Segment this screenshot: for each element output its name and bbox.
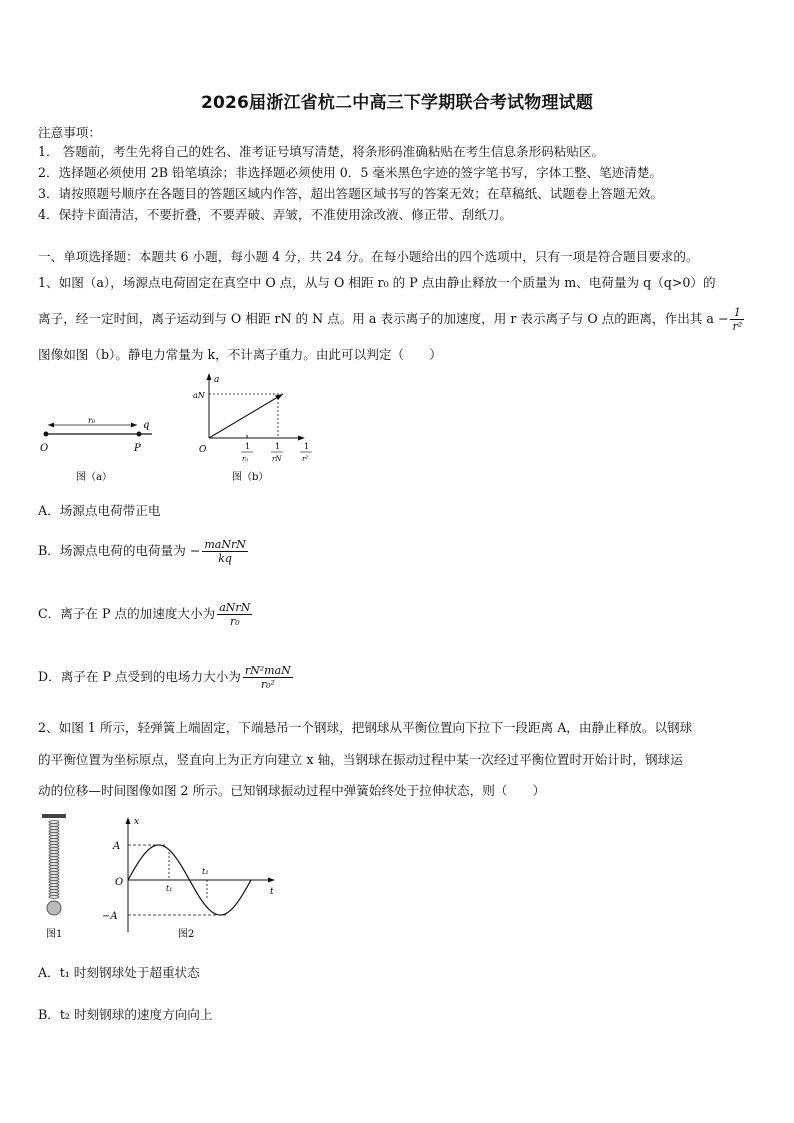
x-tick-3-den: r² [302, 455, 309, 463]
notice-item-2: 2．选择题必须使用 2B 铅笔填涂；非选择题必须使用 0．5 毫米黑色字迹的签字笔书写，字体工整、笔迹清楚。 [38, 165, 663, 180]
option-d-text: D．离子在 P 点受到的电场力大小为 [38, 669, 241, 684]
spring-coil [49, 821, 59, 824]
point-P [137, 432, 142, 437]
option-d-fraction [243, 664, 293, 691]
figure-b [190, 368, 325, 486]
data-line-arrow [275, 394, 283, 400]
frac-num: rN²maN [244, 664, 291, 677]
notice-heading: 注意事项： [38, 125, 101, 140]
frac-den: kq [218, 552, 232, 565]
option-b-fraction [202, 538, 248, 565]
q2-line-3: 动的位移—时间图像如图 2 所示。已知钢球振动过程中弹簧始终处于拉伸状态，则（ ） [38, 783, 546, 798]
spring-coil [49, 866, 59, 869]
q1-option-d [38, 664, 295, 691]
fig-b-caption: 图（b） [232, 472, 269, 483]
label-O: O [40, 443, 49, 454]
spring-coil [49, 872, 59, 875]
ceiling-support [42, 814, 66, 818]
spring-coil [49, 863, 59, 866]
steel-ball [47, 901, 61, 915]
notice-item-3: 3．请按照题号顺序在各题目的答题区域内作答，超出答题区域书写的答案无效；在草稿纸、试题卷上答题无效。 [38, 186, 664, 201]
graph-label-A: A [113, 841, 121, 852]
graph-x-label: t [270, 887, 274, 897]
x-axis-arrow [126, 817, 131, 824]
x-tick-2-den: rN [272, 455, 282, 463]
frac-num: aNrN [219, 601, 251, 614]
graph-label-t1: t₁ [166, 884, 173, 893]
frac-num: maNrN [204, 538, 246, 551]
point-O [44, 432, 49, 437]
fig-1-caption: 图1 [46, 929, 63, 940]
data-line [209, 394, 283, 438]
spring-coil [49, 860, 59, 863]
x-tick-1-num: 1 [245, 442, 251, 451]
y-tick-aN: aN [193, 391, 205, 400]
q2-line-2: 的平衡位置为坐标原点，竖直向上为正方向建立 x 轴，当钢球在振动过程中某一次经过平衡位置时开始计时，钢球运 [38, 752, 683, 767]
option-c-text: C．离子在 P 点的加速度大小为 [38, 606, 216, 621]
spring-coil [49, 827, 59, 830]
spring-coil [49, 830, 59, 833]
graph-label-t2: t₂ [202, 867, 209, 876]
page-title: 2026届浙江省杭二中高三下学期联合考试物理试题 [200, 93, 594, 113]
spring-coil [49, 836, 59, 839]
spring-coil [49, 875, 59, 878]
spring-coil [49, 842, 59, 845]
spring-coil [49, 884, 59, 887]
origin-label: O [199, 445, 207, 455]
spring-coil [49, 854, 59, 857]
frac-den: r₀² [260, 678, 275, 691]
spring-coil [49, 833, 59, 836]
y-axis-label: a [214, 375, 220, 385]
x-tick-3-num: 1 [304, 442, 310, 451]
fig-a-caption: 图（a） [76, 472, 112, 483]
q1-line-2 [38, 306, 746, 333]
t-axis-arrow [268, 878, 275, 883]
option-b-text: B．场源点电荷的电荷量为 − [38, 543, 201, 558]
spring-coil [49, 896, 59, 899]
x-tick-1-den: r₀ [242, 455, 249, 463]
q2-option-a: A．t₁ 时刻钢球处于超重状态 [38, 965, 200, 980]
figure-2-xt-graph [96, 812, 281, 942]
label-q: q [143, 420, 150, 431]
q1-option-b [38, 538, 250, 565]
x-tick-2-num: 1 [275, 442, 281, 451]
figure-1-spring [36, 812, 76, 942]
q1-option-c [38, 601, 254, 628]
spring-coil [49, 857, 59, 860]
q1-line-3: 图像如图（b）。静电力常量为 k，不计离子重力。由此可以判定（ ） [38, 347, 442, 362]
q2-option-b: B．t₂ 时刻钢球的速度方向向上 [38, 1007, 213, 1022]
spring-coil [49, 890, 59, 893]
spring-coil [49, 851, 59, 854]
section-heading: 一、单项选择题：本题共 6 小题，每小题 4 分，共 24 分。在每小题给出的四个选项中，只有一项是符合题目要求的。 [38, 249, 699, 264]
spring-coil [49, 878, 59, 881]
frac-num: 1 [730, 306, 744, 320]
q1-line-1: 1、如图（a），场源点电荷固定在真空中 O 点，从与 O 相距 r₀ 的 P 点由静止释放一个质量为 m、电荷量为 q（q>0）的 [38, 275, 716, 290]
spring-coil [49, 845, 59, 848]
figure-a [36, 410, 166, 485]
r0-right-arrow [131, 423, 137, 428]
graph-origin: O [115, 877, 124, 888]
label-r0: r₀ [88, 416, 96, 425]
graph-y-label: x [134, 817, 140, 827]
spring-coil [49, 887, 59, 890]
fig-2-caption: 图2 [178, 929, 195, 940]
spring-coil [49, 893, 59, 896]
q1-option-a: A．场源点电荷带正电 [38, 503, 161, 518]
option-c-fraction [217, 601, 252, 628]
spring-coil [49, 824, 59, 827]
spring-coil [49, 869, 59, 872]
q1-line-2-text: 离子，经一定时间，离子运动到与 O 相距 rN 的 N 点。用 a 表示离子的加速度，用 r 表示离子与 O 点的距离，作出其 a − [38, 311, 729, 326]
notice-item-4: 4．保持卡面清洁，不要折叠，不要弄破、弄皱，不准使用涂改液、修正带、刮纸刀。 [38, 207, 512, 222]
r0-left-arrow [48, 423, 54, 428]
y-axis-arrow [207, 373, 212, 380]
spring-coil [49, 839, 59, 842]
q2-line-1: 2、如图 1 所示，轻弹簧上端固定，下端悬吊一个钢球，把钢球从平衡位置向下拉下一段距离 A，由静止释放。以钢球 [38, 720, 693, 735]
frac-den: r₀ [229, 615, 240, 628]
x-axis-arrow [298, 436, 305, 441]
spring-coil [49, 848, 59, 851]
label-P: P [134, 443, 141, 454]
spring-coil [49, 881, 59, 884]
frac-den: r² [732, 320, 743, 333]
spring-coils [49, 821, 59, 899]
notice-item-1: 1． 答题前，考生先将自己的姓名、准考证号填写清楚，将条形码准确粘贴在考生信息条形码粘贴区。 [38, 144, 605, 159]
q1-line-2-fraction [730, 306, 744, 333]
graph-label-negA: −A [102, 911, 118, 922]
